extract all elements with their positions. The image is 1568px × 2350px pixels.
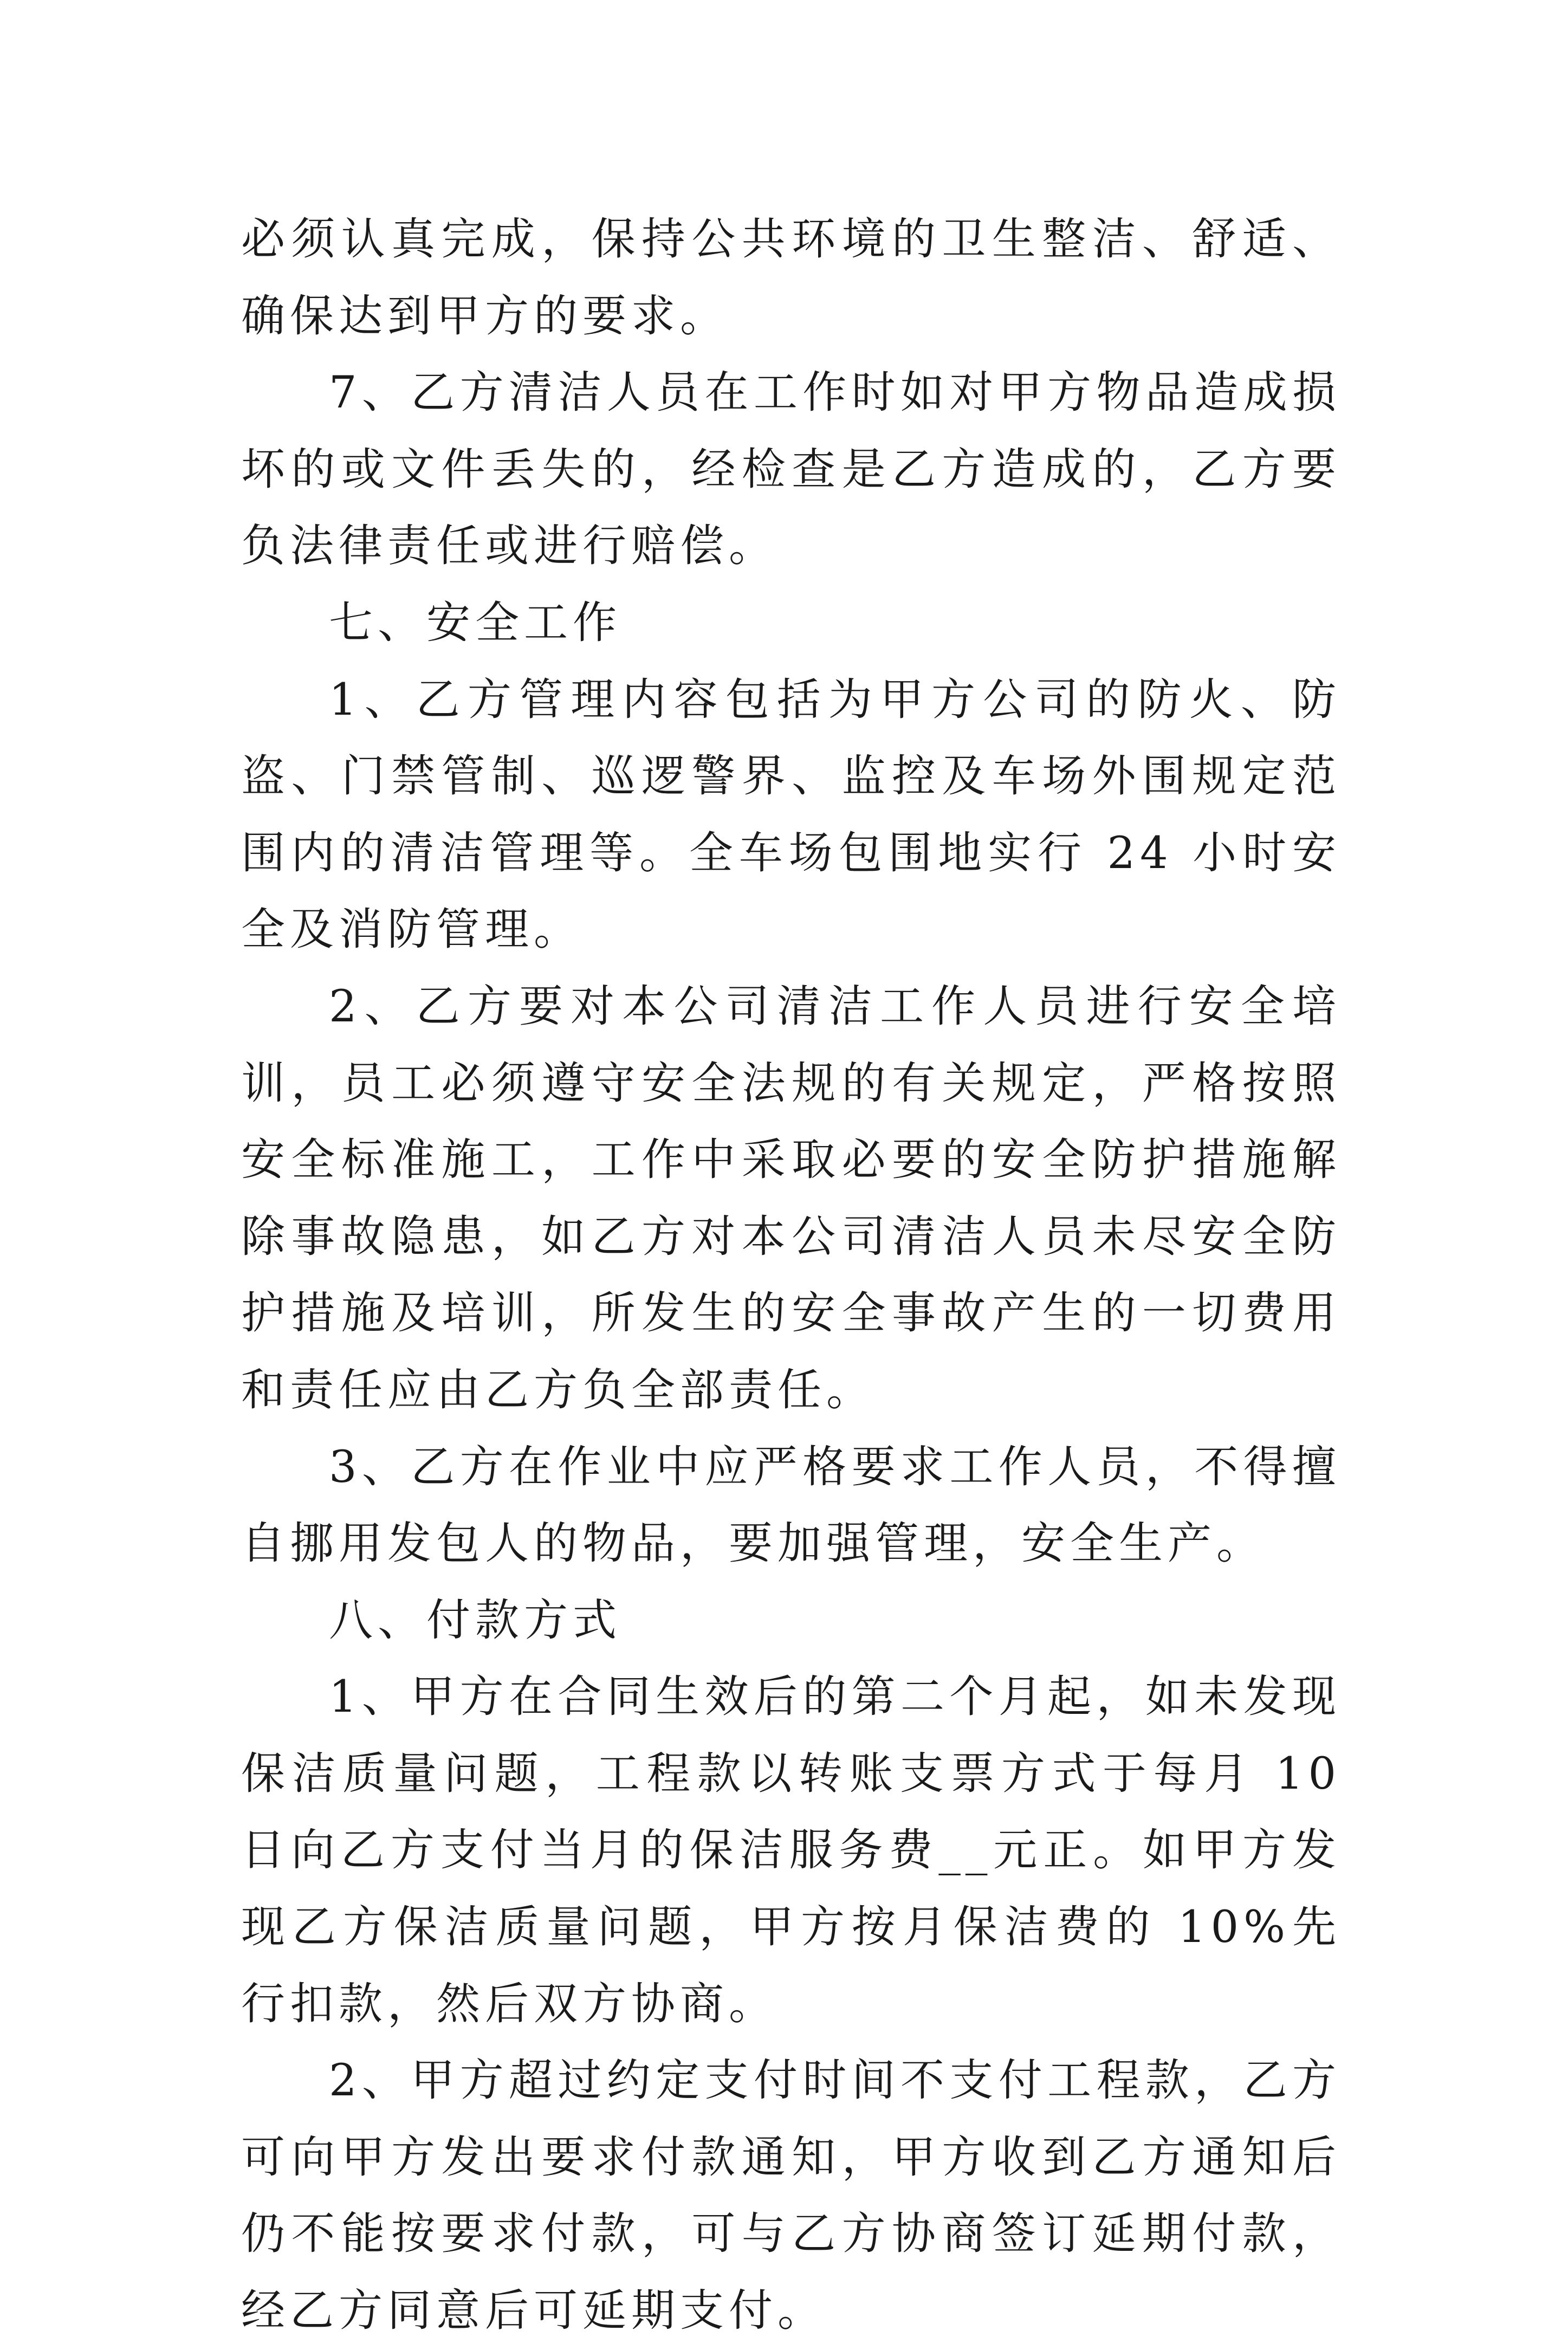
paragraph-safety-2: 2、乙方要对本公司清洁工作人员进行安全培训，员工必须遵守安全法规的有关规定，严格按照安全标准施工，工作中采取必要的安全防护措施解除事故隐患，如乙方对本公司清洁人员未尽安全防护措施及培训，所发生的安全事故产生的一切费用和责任应由乙方负全部责任。	[241, 981, 1341, 1416]
paragraph-payment-1: 1、甲方在合同生效后的第二个月起，如未发现保洁质量问题，工程款以转账支票方式于每月 10 日向乙方支付当月的保洁服务费__元正。如甲方发现乙方保洁质量问题，甲方按月保洁费的 10%先行扣款，然后双方协商。	[241, 1672, 1341, 2030]
section-heading-payment: 八、付款方式	[329, 1595, 622, 1646]
paragraph-safety-3: 3、乙方在作业中应严格要求工作人员，不得擅自挪用发包人的物品，要加强管理，安全生产。	[241, 1441, 1341, 1570]
paragraph-payment-2: 2、甲方超过约定支付时间不支付工程款，乙方可向甲方发出要求付款通知，甲方收到乙方通知后仍不能按要求付款，可与乙方协商签订延期付款，经乙方同意后可延期支付。	[241, 2055, 1341, 2337]
paragraph-continuation: 必须认真完成，保持公共环境的卫生整洁、舒适、确保达到甲方的要求。	[241, 214, 1341, 342]
section-heading-safety: 七、安全工作	[329, 597, 622, 649]
paragraph-safety-1: 1、乙方管理内容包括为甲方公司的防火、防盗、门禁管制、巡逻警界、监控及车场外围规定范围内的清洁管理等。全车场包围地实行 24 小时安全及消防管理。	[241, 674, 1341, 956]
paragraph-clause-7: 7、乙方清洁人员在工作时如对甲方物品造成损坏的或文件丢失的，经检查是乙方造成的，乙方要负法律责任或进行赔偿。	[241, 367, 1341, 572]
document-body	[241, 202, 1341, 2350]
